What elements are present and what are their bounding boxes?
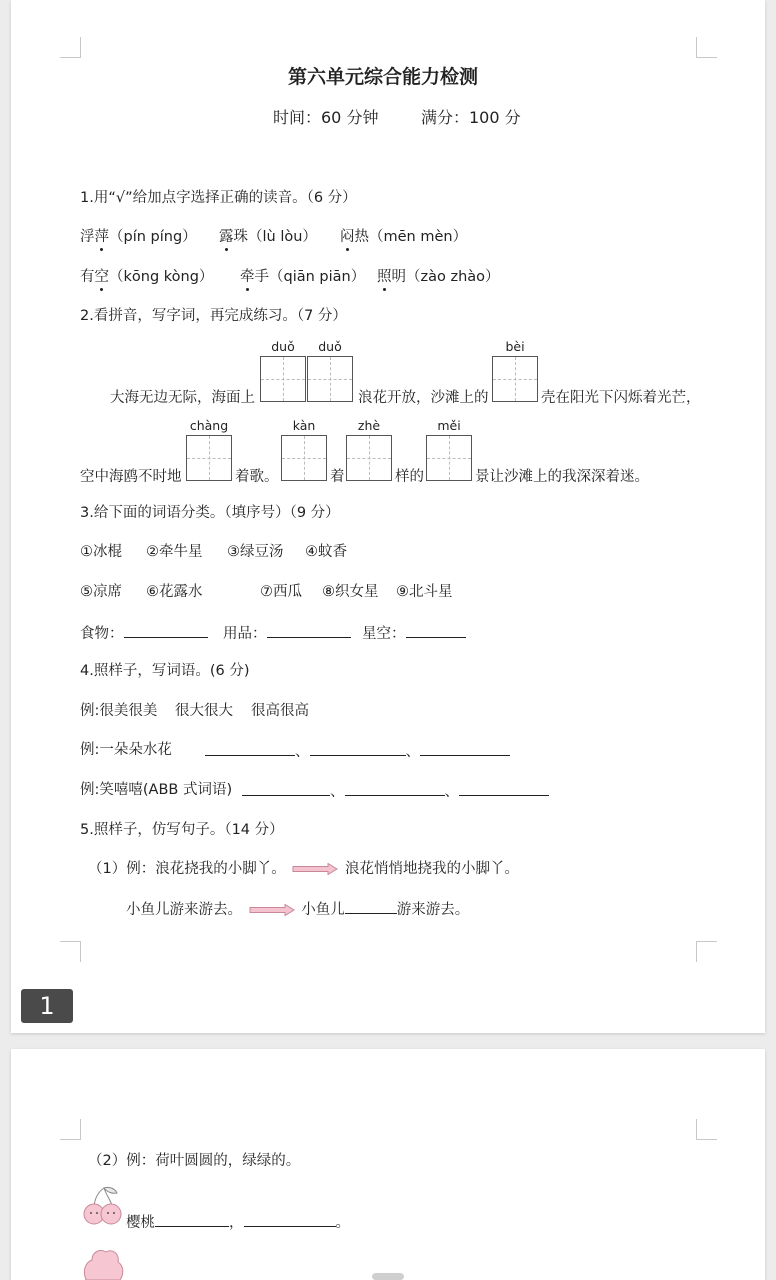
category-sky: 星空：: [362, 623, 466, 643]
q5-example-2: （2）例：荷叶圆圆的，绿绿的。: [88, 1153, 301, 1169]
q4-blanks: 、 、: [205, 741, 510, 761]
answer-blank[interactable]: [310, 741, 406, 756]
q2-text: 景让沙滩上的我深深着迷。: [475, 469, 649, 485]
q5-example-line: （1）例：浪花挠我的小脚丫。 浪花悄悄地挠我的小脚丫。: [88, 861, 519, 877]
crop-mark: [696, 37, 717, 58]
character-box[interactable]: [346, 435, 392, 481]
crop-mark: [696, 941, 717, 962]
answer-blank[interactable]: [244, 1212, 336, 1227]
page-number-badge: 1: [21, 989, 73, 1023]
answer-blank[interactable]: [205, 741, 295, 756]
q4-example: 例:一朵朵水花: [80, 742, 172, 758]
q1-item: 照明（zào zhào）: [377, 269, 500, 285]
cherry-icon: [82, 1186, 122, 1226]
character-box[interactable]: [260, 356, 306, 402]
q1-item: 有空（kōng kòng）: [80, 269, 214, 285]
character-box[interactable]: [492, 356, 538, 402]
q2-text: 空中海鸥不时地: [80, 469, 182, 485]
q3-word: ②牵牛星: [146, 544, 203, 560]
q2-text: 大海无边无际，海面上: [110, 390, 255, 406]
q3-word: ⑦西瓜: [260, 584, 302, 600]
flower-icon: [80, 1240, 126, 1280]
character-box[interactable]: [281, 435, 327, 481]
answer-blank[interactable]: [155, 1212, 229, 1227]
page-title: 第六单元综合能力检测: [288, 66, 479, 88]
pinyin-label: duǒ: [318, 339, 342, 354]
q5-heading: 5.照样子，仿写句子。（14 分）: [80, 822, 284, 838]
q2-text: 壳在阳光下闪烁着光芒，: [541, 390, 701, 406]
answer-blank[interactable]: [345, 899, 397, 914]
arrow-right-icon: [292, 863, 338, 875]
pinyin-label: zhè: [357, 418, 381, 433]
character-box[interactable]: [307, 356, 353, 402]
q3-word: ①冰棍: [80, 544, 122, 560]
q2-text: 着歌。: [235, 469, 279, 485]
scrollbar-handle[interactable]: [372, 1273, 404, 1280]
crop-mark: [60, 37, 81, 58]
q5-practice-line: 小鱼儿游来游去。 小鱼儿 游来游去。: [126, 899, 469, 919]
answer-blank[interactable]: [267, 623, 351, 638]
crop-mark: [60, 1119, 81, 1140]
q2-text: 着: [330, 469, 345, 485]
time-label: 时间：60 分钟: [273, 108, 379, 127]
character-box[interactable]: [426, 435, 472, 481]
q1-item: 露珠（lù lòu）: [219, 229, 317, 245]
q2-text: 浪花开放，沙滩上的: [358, 390, 489, 406]
q1-item: 牵手（qiān piān）: [240, 269, 366, 285]
q1-heading: 1.用“√”给加点字选择正确的读音。（6 分）: [80, 190, 357, 206]
crop-mark: [60, 941, 81, 962]
answer-blank[interactable]: [345, 781, 445, 796]
q3-word: ④蚊香: [305, 544, 347, 560]
answer-blank[interactable]: [124, 623, 208, 638]
crop-mark: [696, 1119, 717, 1140]
pinyin-label: chàng: [189, 418, 229, 433]
q3-word: ③绿豆汤: [227, 544, 284, 560]
answer-blank[interactable]: [459, 781, 549, 796]
q3-word: ⑧织女星: [322, 584, 379, 600]
q4-example: 很大很大: [175, 703, 233, 719]
answer-blank[interactable]: [406, 623, 466, 638]
q4-example: 例:很美很美: [80, 703, 158, 719]
category-supplies: 用品：: [223, 623, 351, 643]
q4-example: 例:笑嘻嘻(ABB 式词语): [80, 782, 233, 798]
pinyin-label: duǒ: [271, 339, 295, 354]
q1-item: 浮萍（pín píng）: [80, 229, 197, 245]
character-box[interactable]: [186, 435, 232, 481]
arrow-right-icon: [249, 904, 295, 916]
score-label: 满分：100 分: [421, 108, 521, 127]
answer-blank[interactable]: [242, 781, 330, 796]
pinyin-label: kàn: [292, 418, 316, 433]
q2-text: 样的: [395, 469, 424, 485]
q3-heading: 3.给下面的词语分类。（填序号）（9 分）: [80, 505, 340, 521]
q3-word: ⑤凉席: [80, 584, 122, 600]
q3-word: ⑨北斗星: [396, 584, 453, 600]
category-food: 食物：: [80, 623, 208, 643]
q4-example: 很高很高: [251, 703, 309, 719]
q4-heading: 4.照样子，写词语。(6 分): [80, 663, 250, 679]
q3-word: ⑥花露水: [146, 584, 203, 600]
q2-heading: 2.看拼音，写字词，再完成练习。（7 分）: [80, 308, 347, 324]
pinyin-label: bèi: [505, 339, 525, 354]
q5-practice-2: 樱桃 ， 。: [126, 1212, 350, 1232]
q4-blanks: 、 、: [242, 781, 549, 801]
q1-item: 闷热（mēn mèn）: [340, 229, 468, 245]
pinyin-label: měi: [437, 418, 461, 433]
answer-blank[interactable]: [420, 741, 510, 756]
